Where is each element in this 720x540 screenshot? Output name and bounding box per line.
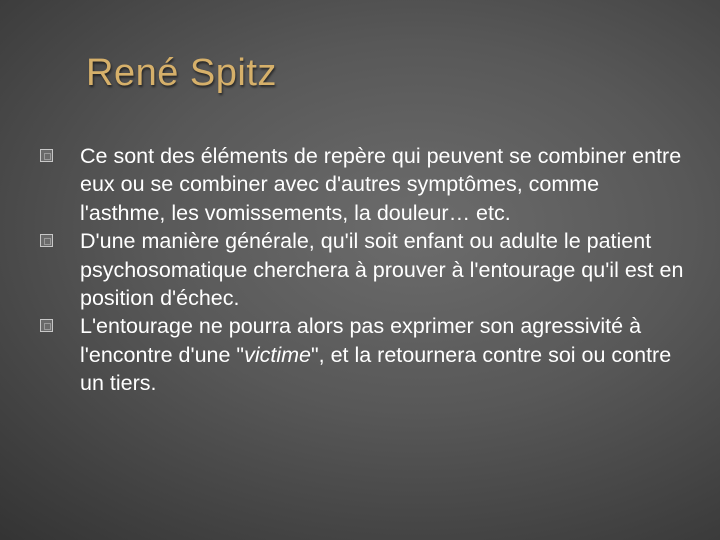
bullet-item — [30, 227, 690, 312]
slide-title: René Spitz — [86, 52, 277, 94]
bullet-text: Ce sont des éléments de repère qui peuvent se combiner entre eux ou se combiner avec d'autres symptômes, comme l'asthme, les vomissements, la douleur… etc. — [80, 144, 682, 225]
bullet-box-icon — [40, 234, 53, 247]
bullet-box-icon — [40, 149, 53, 162]
bullet-list — [30, 142, 690, 398]
bullet-box-icon — [40, 319, 53, 332]
bullet-text: D'une manière générale, qu'il soit enfant ou adulte le patient psychosomatique cherchera à prouver à l'entourage qu'il est en position d'échec. — [80, 229, 684, 311]
bullet-item — [30, 312, 690, 397]
bullet-text-end: ", et la retournera contre soi ou contre un tiers. — [80, 342, 672, 396]
bullet-text-start: L'entourage ne pourra alors pas exprimer son agressivité à l'encontre d'une " — [80, 314, 642, 367]
bullet-item — [30, 142, 690, 227]
bullet-text-emphasis: victime — [244, 342, 311, 367]
